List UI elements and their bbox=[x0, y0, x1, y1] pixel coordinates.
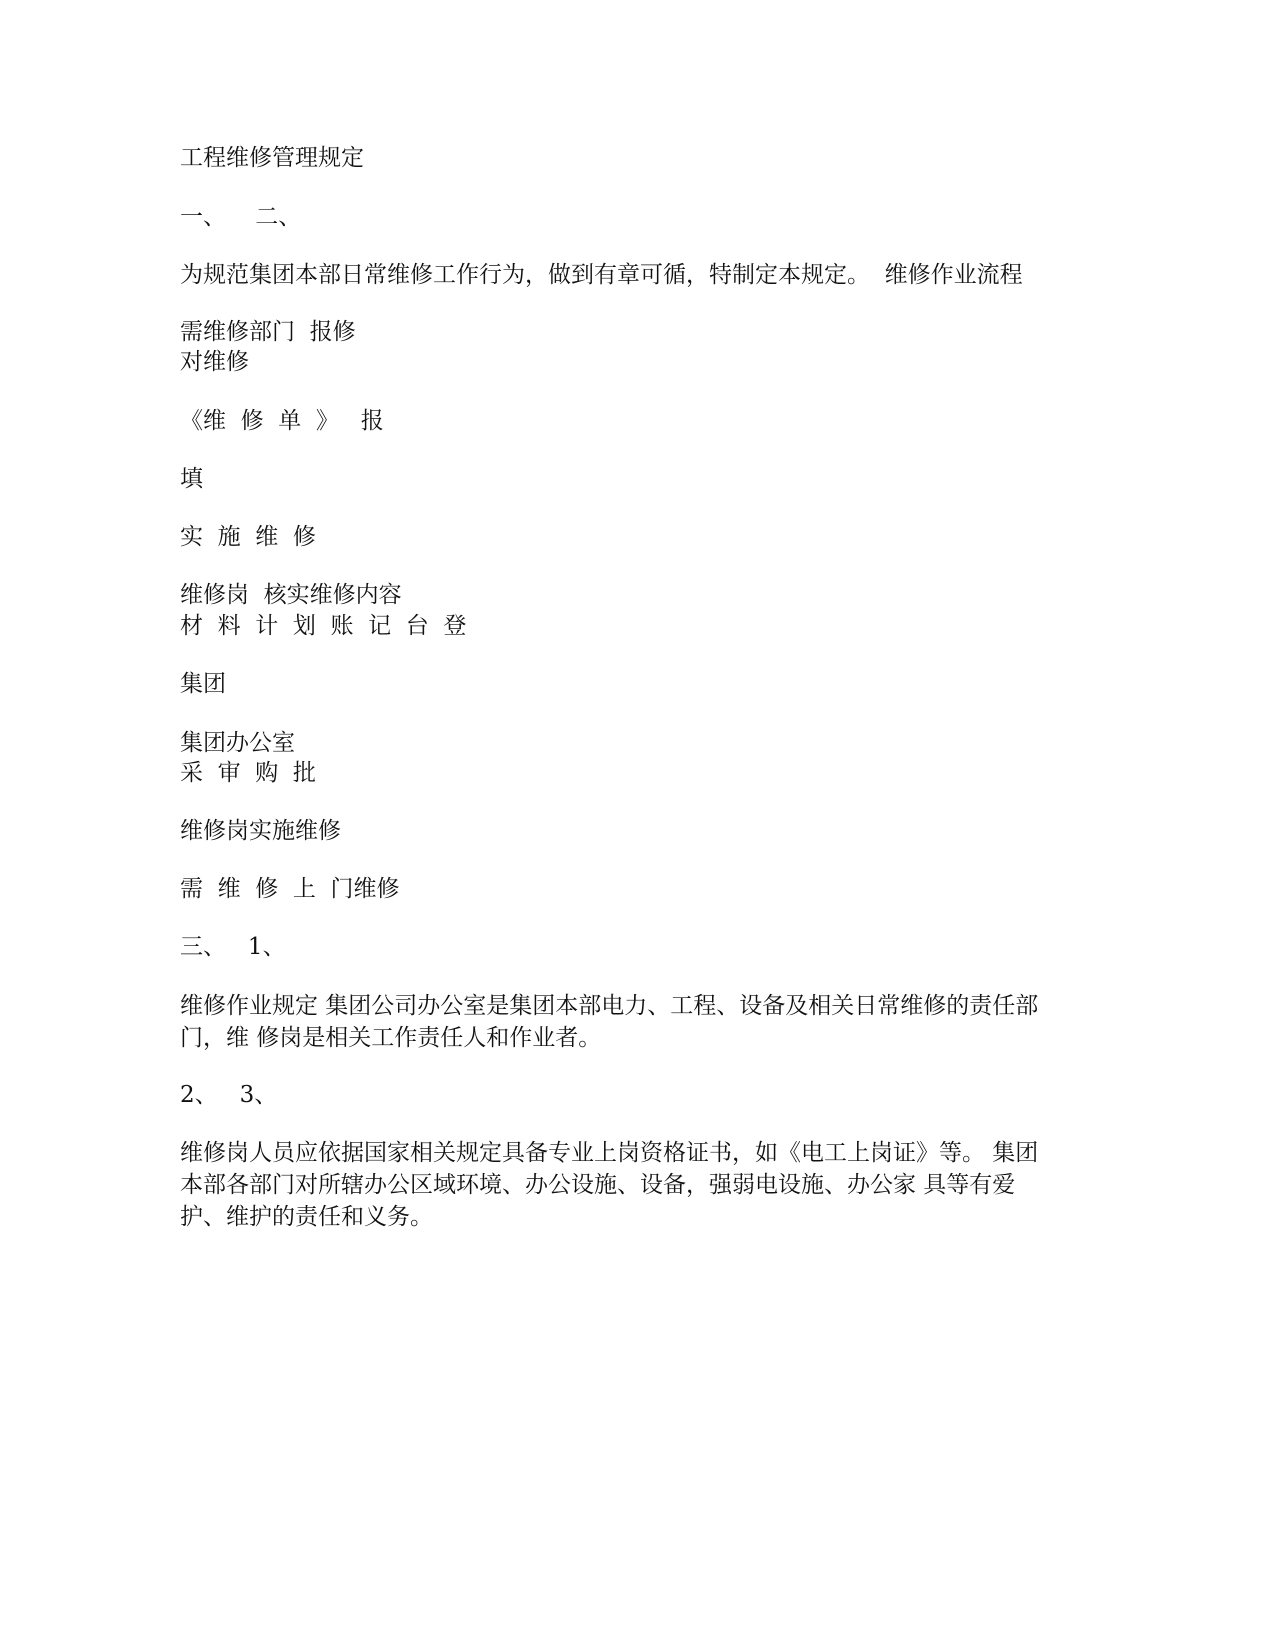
rule-paragraph-1: 维修作业规定 集团公司办公室是集团本部电力、工程、设备及相关日常维修的责任部门，维 修岗是相关工作责任人和作业者。 bbox=[180, 993, 1039, 1051]
flow-line-3: 《维 修 单 》 报 bbox=[180, 408, 384, 434]
flow-line-9: 集团办公室 bbox=[180, 730, 295, 756]
section-numbers-1: 一、 二、 bbox=[180, 204, 302, 230]
section-numbers-2: 三、 1、 bbox=[180, 934, 286, 960]
document-title: 工程维修管理规定 bbox=[180, 145, 364, 171]
flow-line-7: 材 料 计 划 账 记 台 登 bbox=[180, 613, 467, 639]
flow-line-12: 需 维 修 上 门维修 bbox=[180, 876, 400, 902]
flow-line-10: 采 审 购 批 bbox=[180, 760, 316, 786]
flow-line-2: 对维修 bbox=[180, 349, 249, 375]
intro-paragraph: 为规范集团本部日常维修工作行为，做到有章可循，特制定本规定。 维修作业流程 bbox=[180, 262, 1023, 288]
flow-line-5: 实 施 维 修 bbox=[180, 524, 316, 550]
flow-line-1: 需维修部门 报修 bbox=[180, 319, 356, 345]
flow-line-4: 填 bbox=[180, 466, 203, 492]
section-numbers-3: 2、 3、 bbox=[180, 1082, 278, 1108]
flow-line-8: 集团 bbox=[180, 671, 226, 697]
flow-line-6: 维修岗 核实维修内容 bbox=[180, 582, 402, 608]
flow-line-11: 维修岗实施维修 bbox=[180, 818, 341, 844]
rule-paragraph-2: 维修岗人员应依据国家相关规定具备专业上岗资格证书，如《电工上岗证》等。 集团本部各部门对所辖办公区域环境、办公设施、设备，强弱电设施、办公家 具等有爱护、维护的责任和义务。 bbox=[180, 1140, 1039, 1230]
